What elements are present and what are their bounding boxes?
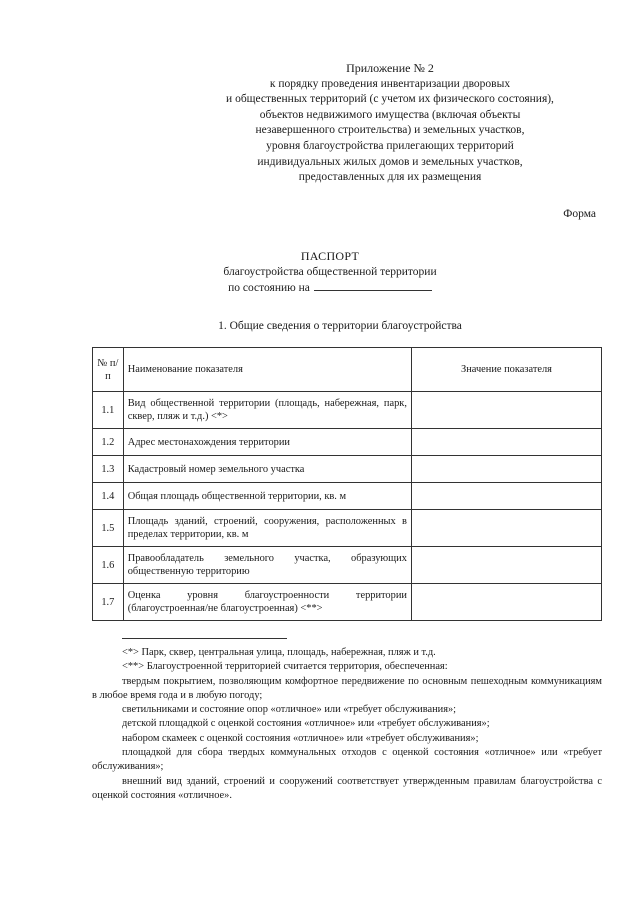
table-row [93,456,602,483]
row-name: Площадь зданий, строений, сооружения, расположенных в пределах территории, кв. м [123,510,411,547]
appendix-line: и общественных территорий (с учетом их физического состояния), [226,93,554,106]
row-value-cell[interactable] [411,456,601,483]
footnote-item: светильниками и состояние опор «отличное» или «требует обслуживания»; [122,704,457,716]
header-name: Наименование показателя [123,348,411,392]
appendix-line: объектов недвижимого имущества (включая объекты [259,108,521,121]
row-num: 1.6 [93,547,124,584]
footnote-item: <*> Парк, сквер, центральная улица, площадь, набережная, пляж и т.д. [122,647,436,658]
appendix-header [180,61,600,186]
row-num: 1.5 [93,510,124,547]
row-name: Оценка уровня благоустроенности территории (благоустроенная/не благоустроенная) <**> [123,584,411,621]
header-value: Значение показателя [411,348,601,392]
table-row [93,392,602,429]
passport-heading: ПАСПОРТ [300,249,360,263]
form-label: Форма [563,208,596,220]
table-row [93,584,602,621]
footnote-item: детской площадкой с оценкой состояния «отличное» или «требует обслуживания»; [122,718,490,730]
appendix-line: к порядку проведения инвентаризации дворовых [269,77,511,90]
header-num: № п/п [93,348,124,392]
passport-date-line [170,280,490,297]
table-row [93,547,602,584]
row-num: 1.2 [93,429,124,456]
passport-title-block [170,249,490,297]
row-value-cell[interactable] [411,510,601,547]
row-name: Адрес местонахождения территории [123,429,411,456]
appendix-line: уровня благоустройства прилегающих территорий [266,139,514,152]
row-value-cell[interactable] [411,547,601,584]
appendix-line: индивидуальных жилых домов и земельных участков, [257,155,523,168]
row-num: 1.4 [93,483,124,510]
appendix-title: Приложение № 2 [346,61,434,75]
row-name: Общая площадь общественной территории, кв. м [123,483,411,510]
row-value-cell[interactable] [411,392,601,429]
footnote-item: набором скамеек с оценкой состояния «отличное» или «требует обслуживания»; [122,732,479,744]
row-num: 1.1 [93,392,124,429]
row-num: 1.7 [93,584,124,621]
footnote-divider [122,638,287,639]
row-name: Правообладатель земельного участка, образующих общественную территорию [123,547,411,584]
footnote-item: <**> Благоустроенной территорией считается территория, обеспеченная: [122,661,448,673]
row-name: Вид общественной территории (площадь, набережная, парк, сквер, пляж и т.д.) <*> [123,392,411,429]
footnote-item: внешний вид зданий, строений и сооружений соответствует утвержденным правилам благоустройства с оценкой состояния «отличное». [92,775,602,801]
appendix-line: незавершенного строительства) и земельных участков, [255,124,525,137]
row-value-cell[interactable] [411,429,601,456]
table-row [93,483,602,510]
row-value-cell[interactable] [411,584,601,621]
table-row [93,429,602,456]
section-title: 1. Общие сведения о территории благоустройства [218,320,462,332]
row-name: Кадастровый номер земельного участка [123,456,411,483]
appendix-line: предоставленных для их размещения [298,171,482,184]
table-row [93,510,602,547]
general-info-table [92,347,602,621]
footnote-item: площадкой для сбора твердых коммунальных отходов с оценкой состояния «отличное» или «требует обслуживания»; [92,747,602,773]
passport-subtitle: благоустройства общественной территории [223,265,437,278]
passport-date-prefix: по состоянию на [228,282,310,295]
date-blank-field[interactable] [314,280,432,291]
footnote-item: твердым покрытием, позволяющим комфортное передвижение по основным пешеходным коммуникациям в любое время года и в любую погоду; [92,675,602,701]
row-num: 1.3 [93,456,124,483]
row-value-cell[interactable] [411,483,601,510]
footnotes [92,646,602,803]
table-header-row [93,348,602,392]
